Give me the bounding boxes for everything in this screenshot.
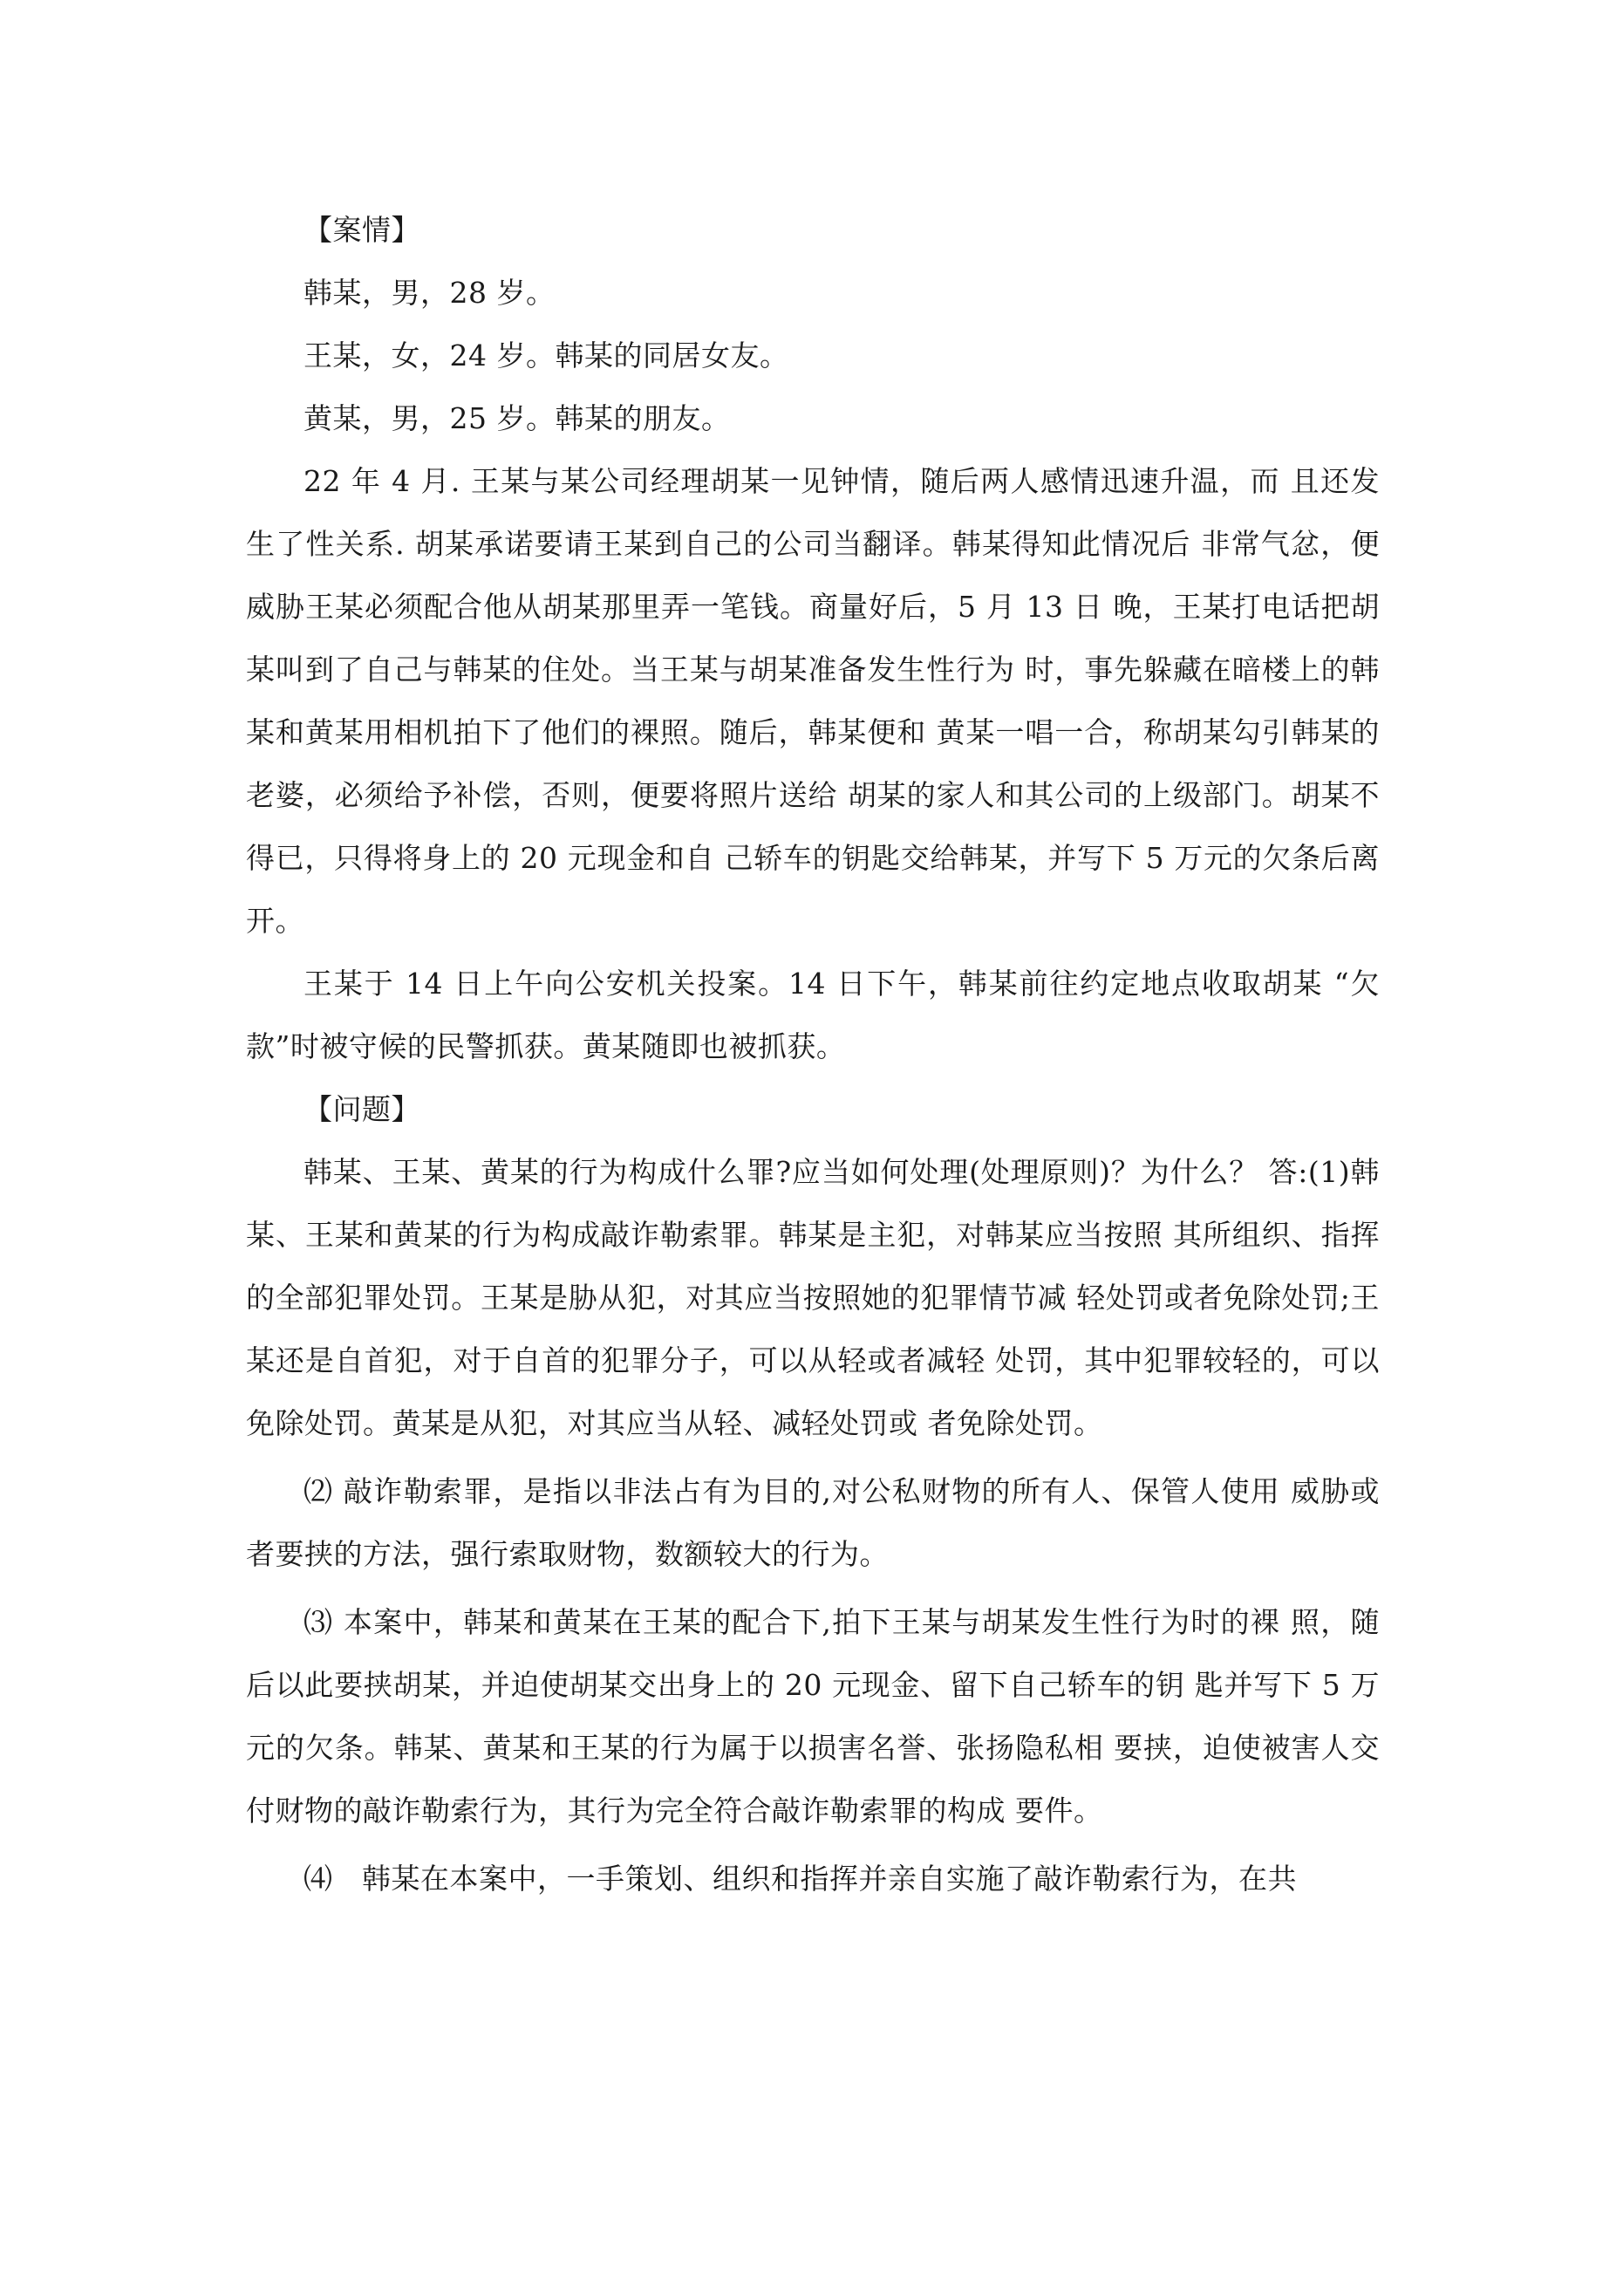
question-heading: 【问题】 xyxy=(303,1092,420,1126)
person-huang: 黄某，男，25 岁。韩某的朋友。 xyxy=(303,401,731,435)
case-facts-paragraph: 22 年 4 月. 王某与某公司经理胡某一见钟情，随后两人感情迅速升温，而 且还发生了性关系. 胡某承诺要请王某到自己的公司当翻译。韩某得知此情况后 非常气忿，便威胁王某必须配合他从胡某那里弄一笔钱。商量好后，5 月 13 日 晚，王某打电话把胡某叫到了自己与韩某的住处。当王某与胡某准备发生性行为 时，事先躲藏在暗楼上的韩某和黄某用相机拍下了他们的裸照。随后，韩某便和 黄某一唱一合，称胡某勾引韩某的老婆，必须给予补偿，否则，便要将照片送给 胡某的家人和其公司的上级部门。胡某不得已，只得将身上的 20 元现金和自 己轿车的钥匙交给韩某，并写下 5 万元的欠条后离开。 xyxy=(246,464,1380,938)
answer-paragraph-3: ⑶ 本案中，韩某和黄某在王某的配合下,拍下王某与胡某发生性行为时的裸 照，随后以此要挟胡某，并迫使胡某交出身上的 20 元现金、留下自己轿车的钥 匙并写下 5 万元的欠条。韩某、黄某和王某的行为属于以损害名誉、张扬隐私相 要挟，迫使被害人交付财物的敲诈勒索行为，其行为完全符合敲诈勒索罪的构成 要件。 xyxy=(246,1605,1380,1828)
answer-paragraph-4: ⑷ 韩某在本案中，一手策划、组织和指挥并亲自实施了敲诈勒索行为，在共 xyxy=(303,1862,1297,1896)
answer-paragraph-2: ⑵ 敲诈勒索罪，是指以非法占有为目的,对公私财物的所有人、保管人使用 威胁或者要挟的方法，强行索取财物，数额较大的行为。 xyxy=(246,1474,1380,1571)
case-arrest-paragraph: 王某于 14 日上午向公安机关投案。14 日下午，韩某前往约定地点收取胡某 “欠款”时被守候的民警抓获。黄某随即也被抓获。 xyxy=(246,967,1380,1063)
answer-paragraph-1: 韩某、王某、黄某的行为构成什么罪?应当如何处理(处理原则)？为什么？ 答:(1)韩某、王某和黄某的行为构成敲诈勒索罪。韩某是主犯，对韩某应当按照 其所组织、指挥的全部犯罪处罚。王某是胁从犯，对其应当按照她的犯罪情节减 轻处罚或者免除处罚;王某还是自首犯，对于自首的犯罪分子，可以从轻或者减轻 处罚，其中犯罪较轻的，可以免除处罚。黄某是从犯，对其应当从轻、减轻处罚或 者免除处罚。 xyxy=(246,1155,1380,1440)
person-wang: 王某，女，24 岁。韩某的同居女友。 xyxy=(303,338,789,372)
person-han: 韩某，男，28 岁。 xyxy=(303,276,556,310)
document-body xyxy=(246,199,1380,1910)
case-heading: 【案情】 xyxy=(303,213,420,247)
